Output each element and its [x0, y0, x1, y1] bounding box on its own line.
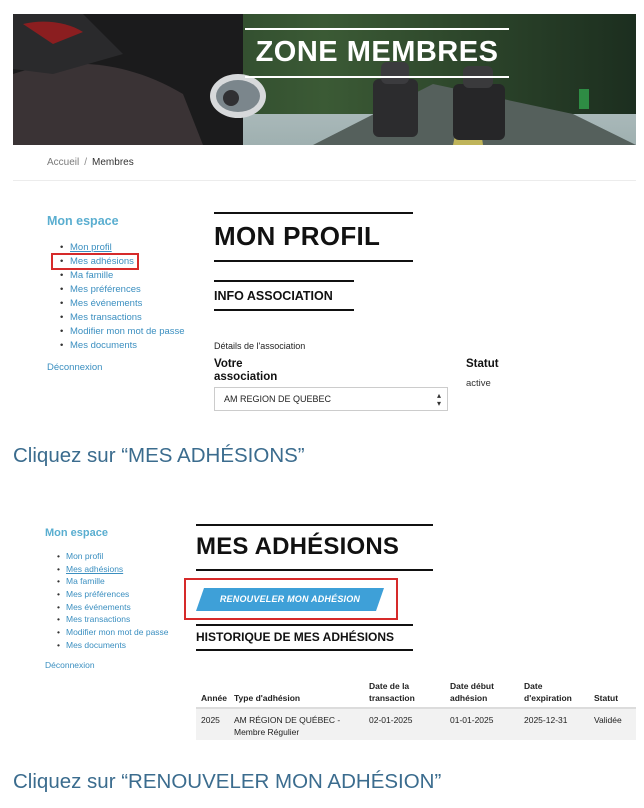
association-label-line2: association [214, 371, 278, 383]
banner [13, 14, 636, 145]
logout-link[interactable]: Déconnexion [45, 660, 95, 670]
cell-date-expiration: 2025-12-31 [524, 715, 568, 725]
sidebar-item-mes-preferences[interactable] [66, 588, 169, 601]
sidebar-item-mes-documents[interactable] [70, 339, 185, 353]
sidebar-item-mon-profil[interactable] [66, 550, 169, 563]
col-header-statut: Statut [594, 693, 619, 703]
sidebar-item-mes-adhesions[interactable] [66, 563, 169, 576]
section-title: INFO ASSOCIATION [214, 289, 333, 303]
screenshot-member-profile [13, 14, 636, 412]
col-header-line: adhésion [450, 693, 488, 703]
status-label: Statut [466, 358, 499, 370]
cell-date-debut: 01-01-2025 [450, 715, 494, 725]
breadcrumb-current: Membres [92, 157, 134, 168]
association-select[interactable] [214, 387, 448, 411]
logout-link[interactable]: Déconnexion [47, 362, 103, 373]
association-label-line1: Votre [214, 358, 243, 370]
sidebar-item-label: Mes adhésions [66, 563, 124, 574]
instruction-text: Cliquez sur “RENOUVELER MON ADHÉSION” [13, 770, 442, 793]
sidebar-item-label: Mon profil [70, 242, 112, 253]
sidebar-item-label: Mes transactions [66, 614, 131, 625]
sidebar-item-label: Mes documents [66, 639, 126, 650]
association-label [214, 358, 304, 384]
select-arrows-icon: ▴ ▾ [436, 391, 441, 408]
sidebar-item-mes-evenements[interactable] [70, 297, 185, 311]
sidebar-item-ma-famille[interactable] [70, 269, 185, 283]
sidebar-item-label: Mon profil [66, 551, 104, 561]
sidebar-item-mes-transactions[interactable] [70, 311, 185, 325]
sidebar-item-label: Mes préférences [70, 284, 141, 295]
col-header-line: Date début [450, 681, 494, 691]
sidebar-item-mes-evenements[interactable] [66, 601, 169, 614]
sidebar-item-label: Mes préférences [66, 589, 130, 600]
page-title: MON PROFIL [214, 221, 381, 251]
breadcrumb [47, 157, 134, 168]
table-header-divider [196, 707, 636, 709]
sidebar-item-label: Ma famille [66, 576, 105, 587]
sidebar-item-label: Modifier mon mot de passe [66, 627, 169, 638]
association-select-value: AM REGION DE QUEBEC [224, 394, 332, 404]
sidebar-item-mes-transactions[interactable] [66, 613, 169, 626]
col-header-annee: Année [201, 693, 227, 703]
cell-statut: Validée [594, 715, 622, 725]
instruction-text: Cliquez sur “MES ADHÉSIONS” [13, 444, 305, 467]
highlight-box [51, 253, 139, 270]
sidebar-item-mes-preferences[interactable] [70, 283, 185, 297]
breadcrumb-home-link[interactable]: Accueil [47, 157, 80, 168]
divider [13, 180, 636, 181]
sidebar-item-label: Mes événements [66, 601, 131, 612]
sidebar-item-modifier-mot-de-passe[interactable] [70, 325, 185, 339]
col-header-type: Type d'adhésion [234, 693, 301, 703]
sidebar-title: Mon espace [47, 214, 119, 228]
col-header-line: transaction [369, 693, 415, 703]
details-label: Détails de l'association [214, 341, 306, 351]
col-header-line: Date [524, 681, 543, 691]
col-header-line: d'expiration [524, 693, 572, 703]
cell-type-line2: Membre Régulier [234, 727, 300, 737]
sidebar-item-ma-famille[interactable] [66, 575, 169, 588]
col-header-date-debut [450, 680, 494, 704]
renew-membership-button[interactable]: RENOUVELER MON ADHÉSION [219, 594, 361, 604]
sidebar-item-label: Mes transactions [70, 312, 142, 323]
sidebar-item-label: Mes événements [70, 298, 143, 309]
breadcrumb-separator: / [84, 157, 88, 168]
page-title: MES ADHÉSIONS [196, 533, 400, 560]
col-header-line: Date de la [369, 681, 410, 691]
col-header-date-transaction [369, 680, 415, 704]
sidebar-item-mes-documents[interactable] [66, 639, 169, 652]
status-value: active [466, 378, 491, 389]
sidebar-item-label: Modifier mon mot de passe [70, 326, 185, 337]
sidebar-item-modifier-mot-de-passe[interactable] [66, 626, 169, 639]
sidebar-item-label: Ma famille [70, 270, 114, 281]
cell-date-transaction: 02-01-2025 [369, 715, 413, 725]
banner-title: ZONE MEMBRES [245, 28, 509, 78]
sidebar-item-label: Mes documents [70, 340, 138, 351]
history-title: HISTORIQUE DE MES ADHÉSIONS [196, 630, 395, 644]
sidebar-title: Mon espace [45, 527, 108, 539]
cell-type [234, 714, 340, 738]
sidebar-menu [66, 550, 169, 652]
col-header-date-expiration [524, 680, 572, 704]
cell-type-line1: AM RÉGION DE QUÉBEC - [234, 715, 341, 725]
sidebar-item-label: Mes adhésions [70, 256, 134, 267]
cell-annee: 2025 [201, 715, 220, 725]
